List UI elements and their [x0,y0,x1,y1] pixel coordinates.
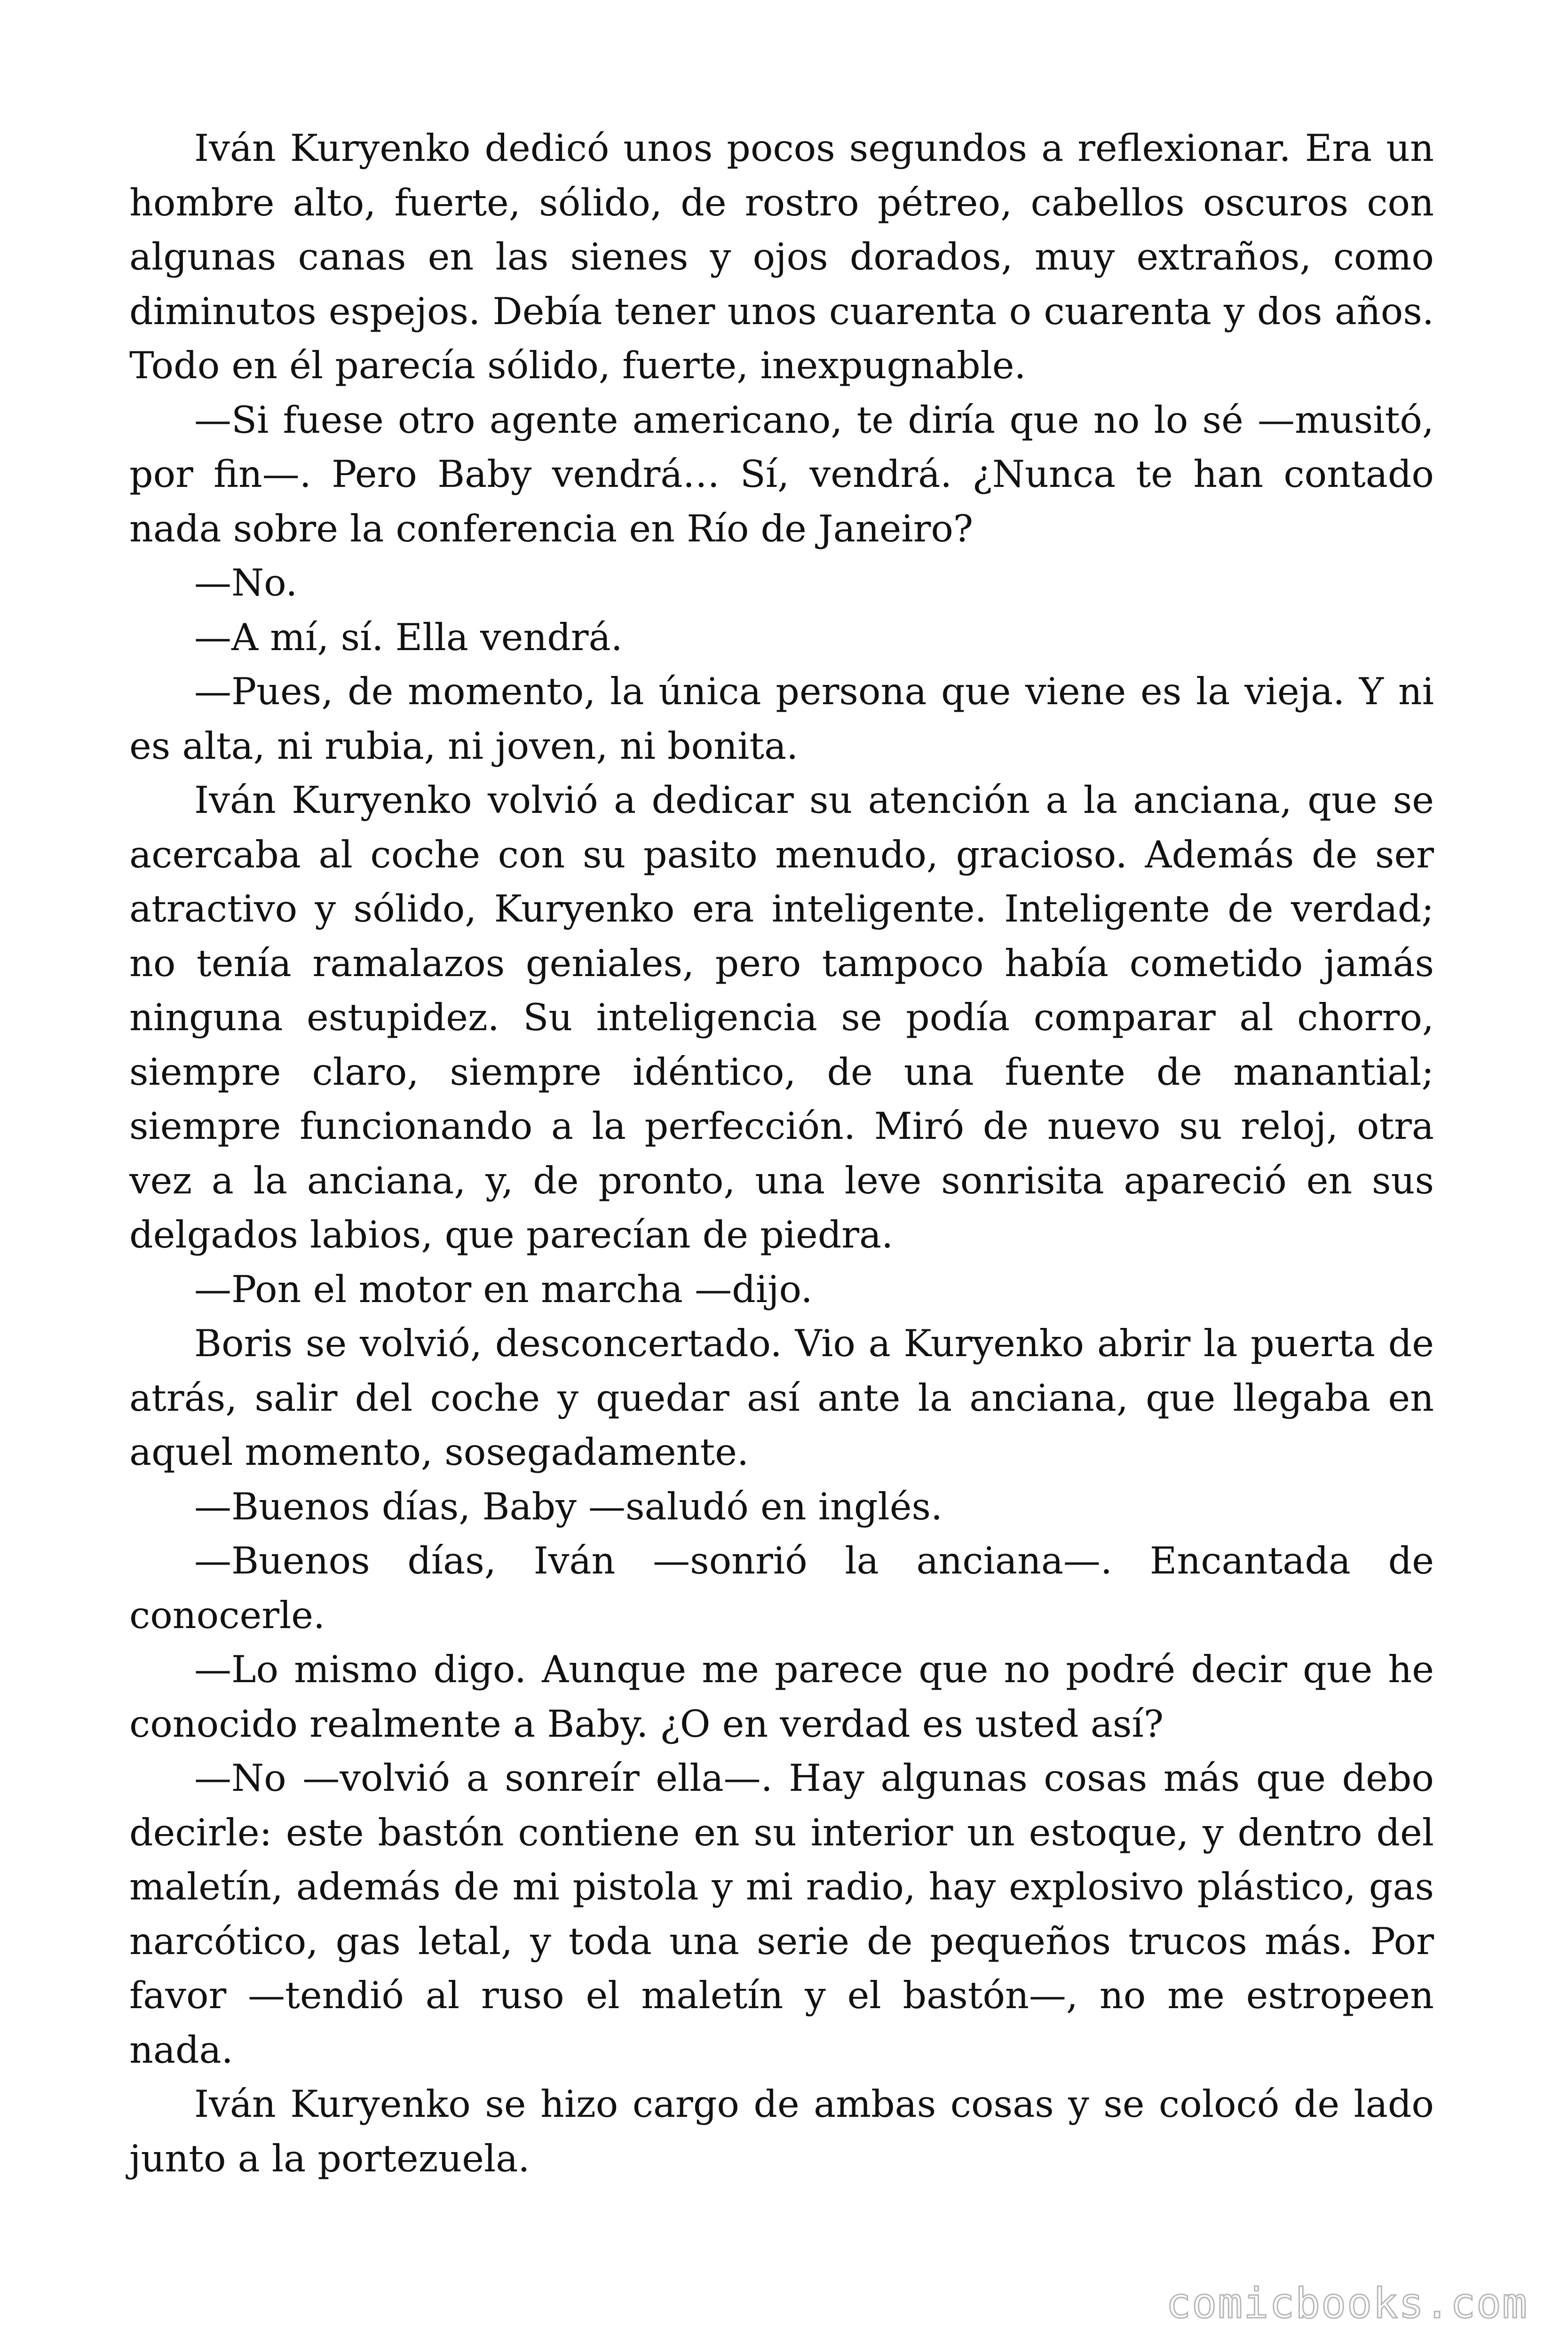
paragraph: Iván Kuryenko se hizo cargo de ambas cosas y se colocó de lado junto a la portezuela. [129,2082,1434,2180]
paragraph: —Buenos días, Baby —saludó en inglés. [194,1485,943,1528]
paragraph: Iván Kuryenko volvió a dedicar su atención a la anciana, que se acercaba al coche con su pasito menudo, gracioso. Además de ser atractivo y sólido, Kuryenko era inteligente. Inteligente de verdad; no tenía ramalazos geniales, pero tampoco había cometido jamás ninguna estupidez. Su inteligencia se podía comparar al chorro, siempre claro, siempre idéntico, de una fuente de manantial; siempre funcionando a la perfección. Miró de nuevo su reloj, otra vez a la anciana, y, de pronto, una leve sonrisita apareció en sus delgados labios, que parecían de piedra. [129,779,1434,1256]
paragraph: —Buenos días, Iván —sonrió la anciana—. Encantada de conocerle. [129,1539,1434,1637]
paragraph: Iván Kuryenko dedicó unos pocos segundos a reflexionar. Era un hombre alto, fuerte, sólido, de rostro pétreo, cabellos oscuros con algunas canas en las sienes y ojos dorados, muy extraños, como diminutos espejos. Debía tener unos cuarenta o cuarenta y dos años. Todo en él parecía sólido, fuerte, inexpugnable. [129,127,1434,387]
paragraph: —Pon el motor en marcha —dijo. [194,1267,813,1311]
paragraph: —Pues, de momento, la única persona que viene es la vieja. Y ni es alta, ni rubia, ni joven, ni bonita. [129,670,1434,768]
paragraph: Boris se volvió, desconcertado. Vio a Kuryenko abrir la puerta de atrás, salir del coche y quedar así ante la anciana, que llegaba en aquel momento, sosegadamente. [129,1322,1434,1474]
paragraph: —Si fuese otro agente americano, te diría que no lo sé —musitó, por fin—. Pero Baby vendrá… Sí, vendrá. ¿Nunca te han contado nada sobre la conferencia en Río de Janeiro? [129,398,1434,550]
paragraph: —A mí, sí. Ella vendrá. [194,615,623,659]
paragraph: —No. [194,561,298,604]
paragraph: —No —volvió a sonreír ella—. Hay algunas cosas más que debo decirle: este bastón contiene en su interior un estoque, y dentro del maletín, además de mi pistola y mi radio, hay explosivo plástico, gas narcótico, gas letal, y toda una serie de pequeños trucos más. Por favor —tendió al ruso el maletín y el bastón—, no me estropeen nada. [129,1756,1434,2072]
page-body-text [129,121,1434,2186]
paragraph: —Lo mismo digo. Aunque me parece que no podré decir que he conocido realmente a Baby. ¿O en verdad es usted así? [129,1648,1434,1746]
watermark: comicbooks.com [1166,2279,1528,2328]
